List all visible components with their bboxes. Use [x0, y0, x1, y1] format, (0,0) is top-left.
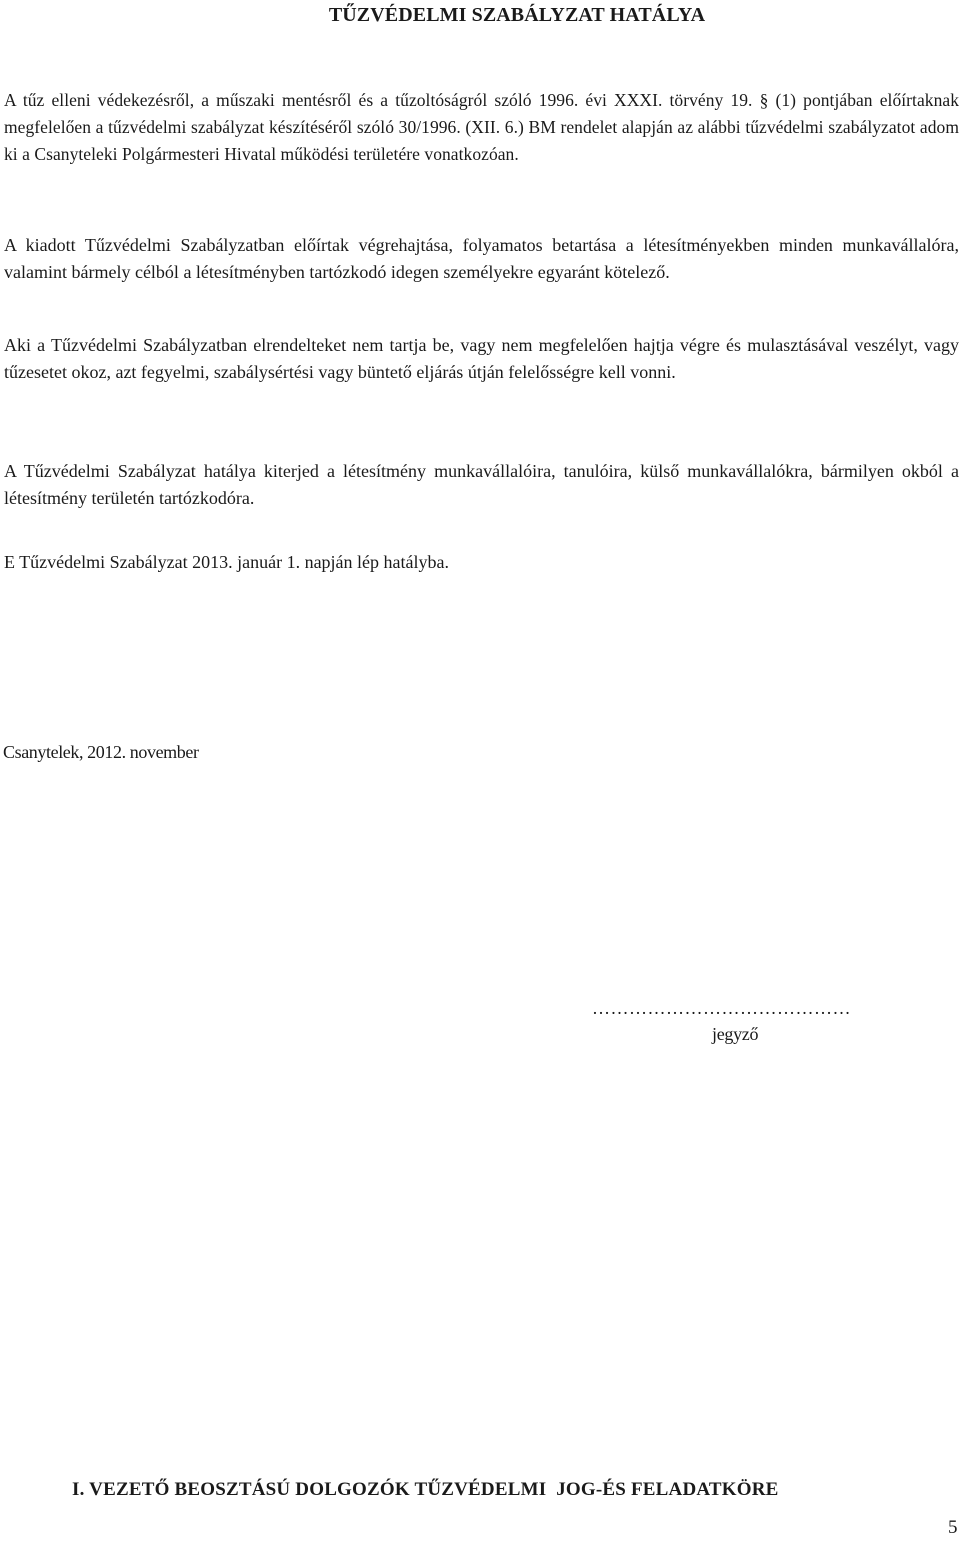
paragraph-obligation: A kiadott Tűzvédelmi Szabályzatban előírtak végrehajtása, folyamatos betartása a létesítményekben minden munkavállalóra, valamint bármely célból a létesítményben tartózkodó idegen személyekre egyaránt kötelező. — [4, 235, 959, 282]
signatory-role: jegyző — [712, 1024, 759, 1044]
chapter-heading: I. VEZETŐ BEOSZTÁSÚ DOLGOZÓK TŰZVÉDELMI JOG-ÉS FELADATKÖRE — [72, 1479, 779, 1500]
paragraph-scope: A Tűzvédelmi Szabályzat hatálya kiterjed a létesítmény munkavállalóira, tanulóira, külső munkavállalókra, bármilyen okból a létesítmény területén tartózkodóra. — [4, 461, 959, 508]
paragraph-effective-date: E Tűzvédelmi Szabályzat 2013. január 1. napján lép hatályba. — [4, 552, 450, 572]
page-number: 5 — [948, 1517, 958, 1538]
paragraph-liability: Aki a Tűzvédelmi Szabályzatban elrendelteket nem tartja be, vagy nem megfelelően hajtja végre és mulasztásával veszélyt, vagy tűzesetet okoz, azt fegyelmi, szabálysértési vagy büntető eljárás útján felelősségre kell vonni. — [4, 335, 959, 382]
paragraph-legal-basis: A tűz elleni védekezésről, a műszaki mentésről és a tűzoltóságról szóló 1996. évi XXXI. törvény 19. § (1) pontjában előírtaknak megfelelően a tűzvédelmi szabályzat készítéséről szóló 30/1996. (XII. 6.) BM rendelet alapján az alábbi tűzvédelmi szabályzatot adom ki a Csanyteleki Polgármesteri Hivatal működési területére vonatkozóan. — [4, 90, 959, 164]
signature-line: …………………………………… — [592, 998, 851, 1018]
place-and-date: Csanytelek, 2012. november — [3, 742, 199, 762]
document-title: TŰZVÉDELMI SZABÁLYZAT HATÁLYA — [328, 4, 706, 26]
